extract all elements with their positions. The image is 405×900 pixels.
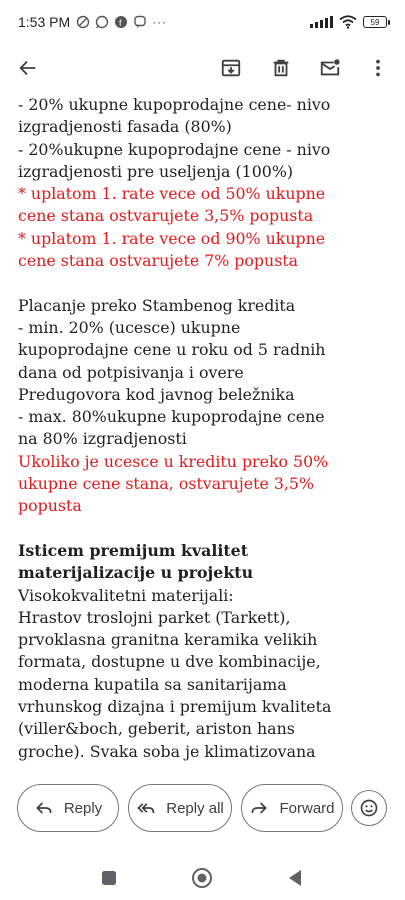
email-body-line: formata, dostupne u dve kombinacije, [18,652,321,672]
email-toolbar [0,44,405,92]
archive-icon [220,57,242,79]
mail-unread-icon [319,57,341,79]
archive-button[interactable] [211,44,251,92]
status-bar [0,0,405,44]
home-button[interactable] [190,866,214,890]
email-body-line: cene stana ostvarujete 3,5% popusta [18,206,314,226]
email-body-line [18,518,390,540]
wifi-icon [339,15,357,29]
reply-action-bar [0,764,405,854]
email-body-line: dana od potpisivanja i overe [18,362,244,382]
back-triangle-icon [287,869,303,887]
home-circle-icon [191,867,213,889]
email-body-line: ukupne cene stana, ostvarujete 3,5% [18,474,314,494]
email-body [18,94,390,785]
battery-icon: 59 [363,16,387,28]
email-body-line: izgradjenosti fasada (80%) [18,117,232,137]
back-arrow-icon [17,57,39,79]
do-not-disturb-icon [76,15,90,29]
email-body-line: Placanje preko Stambenog kredita [18,295,296,315]
reply-button[interactable] [17,784,119,832]
status-time: 1:53 PM [18,14,71,30]
reply-label: Reply [63,799,103,817]
delete-button[interactable] [261,44,301,92]
recents-square-icon [101,870,117,886]
recents-button[interactable] [97,866,121,890]
forward-label: Forward [279,799,335,817]
forward-button[interactable] [241,784,343,832]
back-nav-button[interactable] [283,866,307,890]
mark-unread-button[interactable] [310,44,350,92]
reply-icon [34,798,54,818]
email-body-line: izgradjenosti pre useljenja (100%) [18,161,293,181]
status-left [18,14,167,30]
email-body-line: vrhunskog dizajna i premijum kvaliteta [18,697,332,717]
email-body-line: Hrastov troslojni parket (Tarkett), [18,607,291,627]
email-body-line: popusta [18,496,82,516]
facebook-icon [114,15,128,29]
system-nav-bar [0,854,405,900]
reply-all-button[interactable] [128,784,232,832]
emoji-icon [359,798,379,818]
status-right [310,15,387,29]
email-body-line: materijalizacije u projektu [18,563,254,583]
more-options-button[interactable] [358,44,398,92]
add-reaction-button[interactable] [351,790,387,826]
email-body-line: Ukoliko je ucesce u kreditu preko 50% [18,451,329,471]
email-body-line: moderna kupatila sa sanitarijama [18,674,287,694]
email-body-line: * uplatom 1. rate vece od 90% ukupne [18,228,326,248]
email-body-line: cene stana ostvarujete 7% popusta [18,251,299,271]
trash-icon [270,57,292,79]
email-body-line: - max. 80%ukupne kupoprodajne cene [18,407,325,427]
email-body-line: Visokokvalitetni materijali: [18,585,234,605]
forward-icon [249,798,269,818]
svg-text:f: f [119,18,122,28]
reply-all-icon [136,798,156,818]
more-dots-icon: ··· [152,15,168,29]
email-body-line: * uplatom 1. rate vece od 50% ukupne [18,184,326,204]
whatsapp-icon [95,15,109,29]
email-body-line: - min. 20% (ucesce) ukupne [18,317,241,337]
email-body-line: Predugovora kod javnog beležnika [18,384,295,404]
email-body-line [18,272,390,294]
notification-icons [76,15,167,29]
email-body-line: Isticem premijum kvalitet [18,540,249,560]
email-body-line: (viller&boch, geberit, ariston hans [18,719,295,739]
email-body-line: na 80% izgradjenosti [18,429,187,449]
email-body-line: - 20%ukupne kupoprodajne cene - nivo [18,139,331,159]
email-body-line: kupoprodajne cene u roku od 5 radnih [18,340,326,360]
email-body-container[interactable] [0,92,405,764]
more-vert-icon [367,57,389,79]
email-body-line: groche). Svaka soba je klimatizovana [18,741,316,761]
reply-all-label: Reply all [166,799,224,817]
email-body-line: - 20% ukupne kupoprodajne cene- nivo [18,95,331,114]
email-body-line: prvoklasna granitna keramika velikih [18,630,318,650]
back-button[interactable] [8,44,48,92]
signal-icon [310,16,333,28]
viber-icon [133,15,147,29]
